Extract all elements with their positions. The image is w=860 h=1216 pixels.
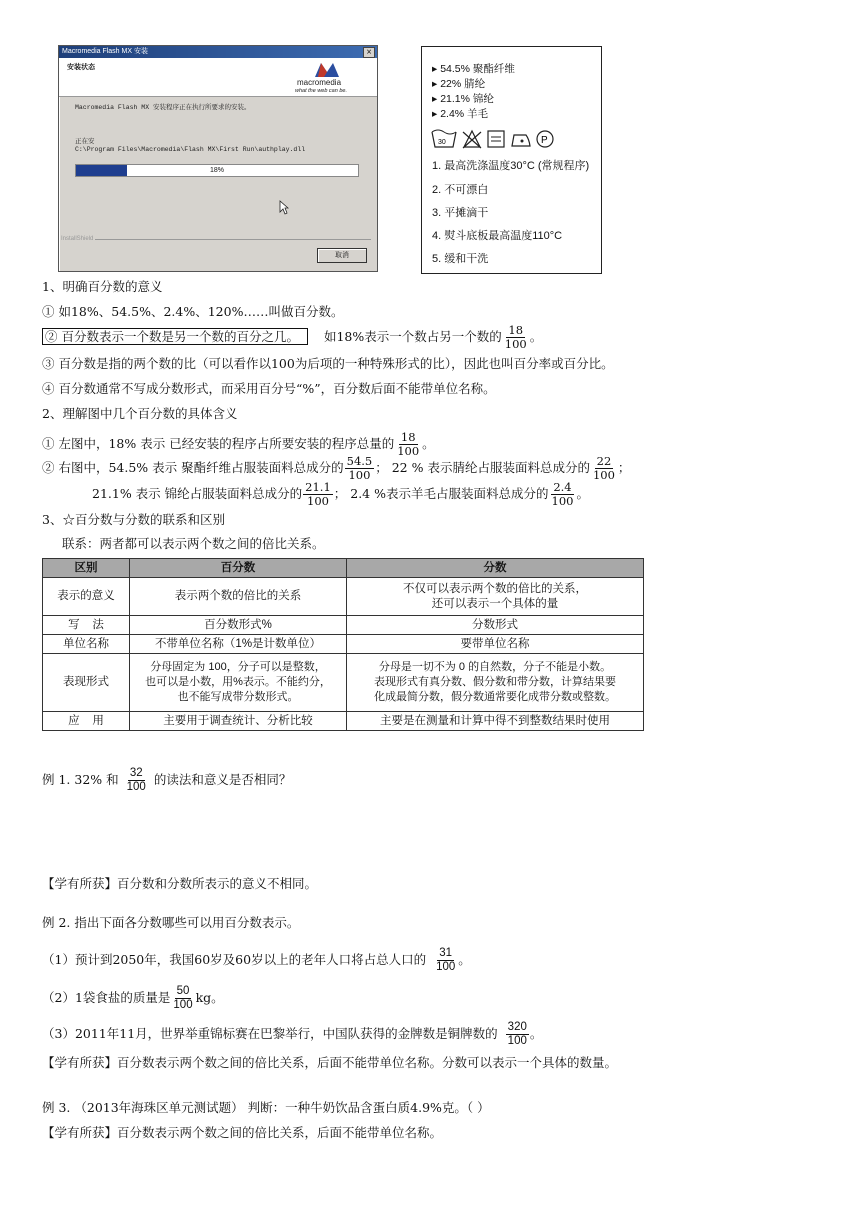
close-icon[interactable]: × [363,47,375,58]
paragraph: ② 百分数表示一个数是另一个数的百分之几。 如18%表示一个数占另一个数的 $\frac{18}{100}$ 。 [42,324,542,351]
example-question: 例 1. 32% 和 $\frac{32}{100}$ 的读法和意义是否相同？ [42,767,292,793]
care-instruction: 4. 熨斗底板最高温度110°C [432,230,563,242]
fraction: $\frac{54.5}{100}$ [346,454,373,482]
installer-header-label: 安装状态 [67,64,95,71]
table-cell: 表示两个数的倍比的关系 [130,578,347,616]
example-question: 例 3. （2013年海珠区单元测试题） 判断：一种牛奶饮品含蛋白质4.9%克。（ ） [42,1100,490,1115]
table-cell: 主要是在测量和计算中得不到整数结果时使用 [347,712,644,731]
table-cell: 主要用于调查统计、分析比较 [130,712,347,731]
no-bleach-icon [463,131,481,148]
comparison-table [42,558,644,731]
mouse-cursor-icon [279,200,289,215]
macromedia-logo-text: macromedia [297,78,342,87]
install-progress-bar [75,164,359,177]
installer-title: Macromedia Flash MX 安装 [59,46,377,58]
table-cell: 表现形式 [43,654,130,712]
macromedia-tagline: what the web can be. [295,88,347,94]
paragraph: ③ 百分数是指的两个数的比（可以看作以100为后项的一种特殊形式的比），因此也叫百分率或百分比。 [42,356,614,371]
table-row [43,654,644,712]
paragraph: 21.1% 表示 锦纶占服装面料总成分的 $\frac{21.1}{100}$ ； 2.4 %表示羊毛占服装面料总成分的 $\frac{2.4}{100}$ 。 [92,480,589,508]
paragraph: 联系：两者都可以表示两个数之间的倍比关系。 [62,536,325,551]
table-row [43,616,644,635]
table-header: 分数 [347,559,644,578]
table-cell: 要带单位名称 [347,635,644,654]
fraction: $\frac{320}{100}$ [507,1021,527,1047]
wash-temp-text: 30 [438,139,446,146]
table-row [43,635,644,654]
care-instruction: 2. 不可漂白 [432,184,489,196]
footer-divider [95,239,371,240]
material-item: ▸ 22% 腈纶 [432,78,486,90]
table-cell: 表示的意义 [43,578,130,616]
flat-dry-icon [488,131,504,147]
cancel-button[interactable]: 取消 [317,248,367,263]
table-cell: 应 用 [43,712,130,731]
fraction: $\frac{50}{100}$ [173,985,193,1011]
table-cell: 单位名称 [43,635,130,654]
table-cell: 分母是一切不为 0 的自然数，分子不能是小数。 表现形式有真分数、假分数和带分数，计算结果要 化成最简分数，假分数通常要化成带分数或整数。 [347,654,644,712]
paragraph: ① 左图中，18% 表示 已经安装的程序占所要安装的程序总量的 $\frac{18}{100}$ 。 [42,430,435,458]
table-cell: 分母固定为 100，分子可以是整数， 也可以是小数，用%表示。不能约分， 也不能写成带分数形式。 [130,654,347,712]
table-header: 百分数 [130,559,347,578]
installshield-brand: InstallShield [61,236,94,242]
section-heading: 1、明确百分数的意义 [42,279,163,294]
fraction: $\frac{21.1}{100}$ [305,480,331,508]
example-item: （3）2011年11月，世界举重锦标赛在巴黎举行，中国队获得的金牌数是铜牌数的 $\frac{320}{100}$ 。 [42,1021,543,1047]
install-progress-text: 18% [209,167,224,174]
example-item: （2）1袋食盐的质量是 $\frac{50}{100}$ kg。 [42,985,224,1011]
paragraph-text: 如18%表示一个数占另一个数的 [323,329,502,344]
paragraph: ② 右图中，54.5% 表示 聚酯纤维占服装面料总成分的 $\frac{54.5}{100}$ ； 22 % 表示腈纶占服装面料总成分的 $\frac{22}{100}$ ； [42,454,631,482]
section-heading: 2、理解图中几个百分数的具体含义 [42,406,238,421]
fraction: $\frac{18}{100}$ [397,430,420,458]
installing-label: 正在安 [75,138,95,145]
table-cell: 不仅可以表示两个数的倍比的关系， 还可以表示一个具体的量 [347,578,644,616]
material-item: ▸ 2.4% 羊毛 [432,108,489,120]
care-symbols [430,127,560,151]
learning-gain: 【学有所获】百分数表示两个数之间的倍比关系，后面不能带单位名称。分数可以表示一个具体的数量。 [42,1055,618,1070]
boxed-definition: ② 百分数表示一个数是另一个数的百分之几。 [42,328,308,345]
paragraph: ① 如18%、54.5%、2.4%、120%……叫做百分数。 [42,304,344,319]
svg-text:P: P [541,135,548,146]
fraction: $\frac{31}{100}$ [436,947,456,973]
fraction: $\frac{32}{100}$ [126,767,146,793]
table-header: 区别 [43,559,130,578]
dry-clean-p-icon [537,131,553,147]
learning-gain: 【学有所获】百分数表示两个数之间的倍比关系，后面不能带单位名称。 [42,1125,443,1140]
example-item: （1）预计到2050年，我国60岁及60岁以上的老年人口将占总人口的 $\frac{31}{100}$ 。 [42,947,471,973]
clothing-care-label [421,46,602,274]
care-instruction: 5. 缓和干洗 [432,253,489,265]
wash-30-icon [432,130,456,147]
paragraph: ④ 百分数通常不写成分数形式，而采用百分号“%”，百分数后面不能带单位名称。 [42,381,496,396]
example-question: 例 2. 指出下面各分数哪些可以用百分数表示。 [42,915,300,930]
fraction: $\frac{2.4}{100}$ [551,480,574,508]
table-row [43,578,644,616]
section-heading: 3、☆百分数与分数的联系和区别 [42,512,225,527]
installer-header [59,58,377,97]
macromedia-logo-icon [314,60,340,78]
table-cell: 不带单位名称（1%是计数单位） [130,635,347,654]
installer-window [58,45,378,272]
table-row [43,712,644,731]
learning-gain: 【学有所获】百分数和分数所表示的意义不相同。 [42,876,318,891]
material-item: ▸ 21.1% 锦纶 [432,93,494,105]
table-cell: 写 法 [43,616,130,635]
table-cell: 百分数形式% [130,616,347,635]
install-file-path: C:\Program Files\Macromedia\Flash MX\First Run\authplay.dll [75,146,306,153]
care-instruction: 1. 最高洗涤温度30°C (常规程序) [432,160,590,172]
material-item: ▸ 54.5% 聚酯纤维 [432,63,515,75]
care-instruction: 3. 平摊滴干 [432,207,489,219]
iron-icon [512,135,530,146]
installer-status-message: Macromedia Flash MX 安装程序正在执行所要求的安装。 [75,104,251,111]
table-cell: 分数形式 [347,616,644,635]
fraction: $\frac{22}{100}$ [592,454,615,482]
fraction: $\frac{18}{100}$ [504,323,527,351]
